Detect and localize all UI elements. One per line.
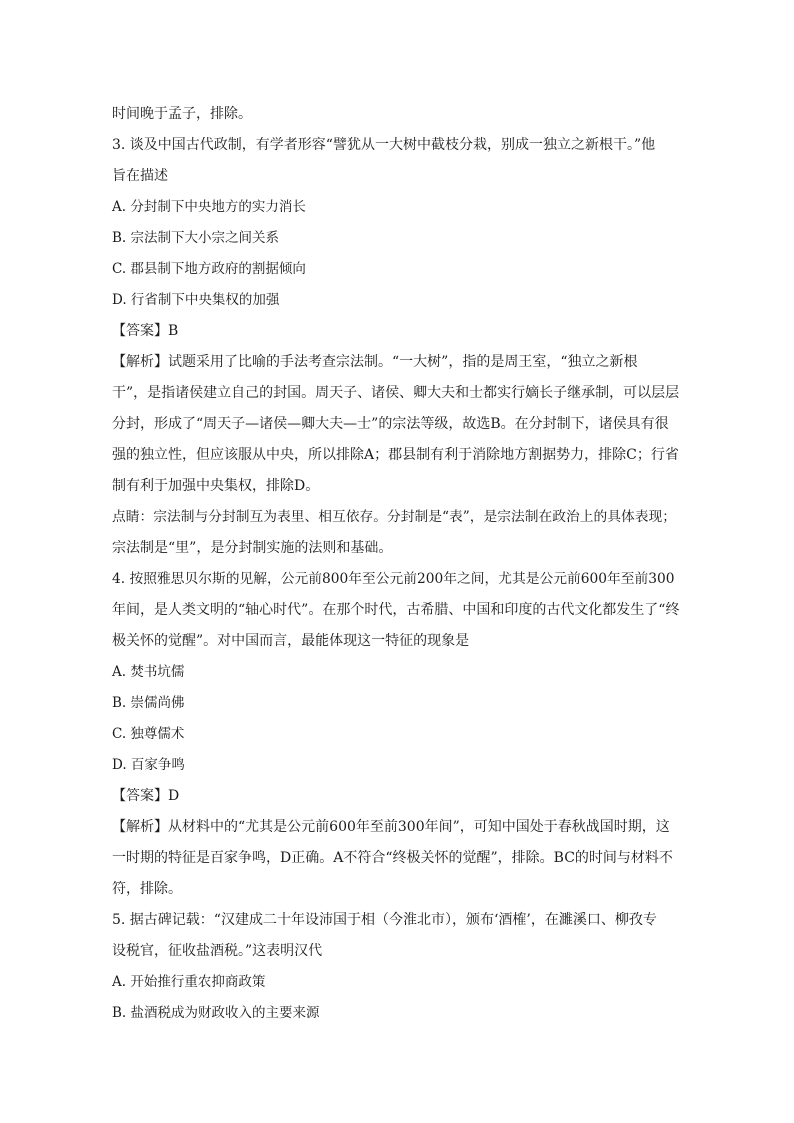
question-3-analysis: 【解析】试题采用了比喻的手法考查宗法制。“一大树”，指的是周王室，“独立之新根 (112, 354, 638, 370)
text-line: 时间晚于孟子，排除。 (112, 106, 252, 122)
question-4-option-a: A. 焚书坑儒 (112, 664, 185, 680)
question-3-option-c: C. 郡县制下地方政府的割据倾向 (112, 261, 306, 277)
question-4-stem-cont: 极关怀的觉醒”。对中国而言，最能体现这一特征的现象是 (112, 633, 470, 649)
question-3-stem-cont: 旨在描述 (112, 168, 168, 184)
question-3-analysis-cont: 分封，形成了“周天子—诸侯—卿大夫—士”的宗法等级，故选B。在分封制下，诸侯具有很 (112, 416, 669, 432)
question-5-option-a: A. 开始推行重农抑商政策 (112, 974, 266, 990)
question-4-stem-cont: 年间，是人类文明的“轴心时代”。在那个时代，古希腊、中国和印度的古代文化都发生了“终 (112, 602, 680, 618)
question-4-analysis-cont: 一时期的特征是百家争鸣，D正确。A不符合“终极关怀的觉醒”，排除。BC的时间与材料不 (112, 850, 673, 866)
question-4-option-c: C. 独尊儒术 (112, 726, 185, 742)
question-3-note-cont: 宗法制是“里”，是分封制实施的法则和基础。 (112, 540, 393, 556)
question-3-stem: 3. 谈及中国古代政制，有学者形容“譬犹从一大树中截枝分栽，别成一独立之新根干。”他 (112, 137, 656, 153)
question-4-stem: 4. 按照雅思贝尔斯的见解，公元前800年至公元前200年之间，尤其是公元前600年至前300 (112, 571, 675, 587)
question-3-answer: 【答案】B (112, 323, 179, 339)
question-3-analysis-cont: 强的独立性，但应该服从中央，所以排除A；郡县制有利于消除地方割据势力，排除C；行省 (112, 447, 679, 463)
question-3-option-a: A. 分封制下中央地方的实力消长 (112, 199, 306, 215)
question-4-analysis-cont: 符，排除。 (112, 881, 182, 897)
question-3-analysis-cont: 干”，是指诸侯建立自己的封国。周天子、诸侯、卿大夫和士都实行嫡长子继承制，可以层层 (112, 385, 680, 401)
question-3-note: 点睛：宗法制与分封制互为表里、相互依存。分封制是“表”，是宗法制在政治上的具体表现； (112, 509, 677, 525)
question-5-stem-cont: 设税官，征收盐酒税。”这表明汉代 (112, 943, 323, 959)
question-5-option-b: B. 盐酒税成为财政收入的主要来源 (112, 1005, 320, 1021)
question-4-option-b: B. 崇儒尚佛 (112, 695, 185, 711)
question-5-stem: 5. 据古碑记载：“汉建成二十年设沛国于相（今淮北市），颁布‘酒榷’，在濉溪口、柳孜专 (112, 912, 657, 928)
question-4-analysis: 【解析】从材料中的“尤其是公元前600年至前300年间”，可知中国处于春秋战国时期，这 (112, 819, 670, 835)
question-4-answer: 【答案】D (112, 788, 180, 804)
question-3-option-b: B. 宗法制下大小宗之间关系 (112, 230, 280, 246)
question-3-option-d: D. 行省制下中央集权的加强 (112, 292, 280, 308)
question-3-analysis-cont: 制有利于加强中央集权，排除D。 (112, 478, 320, 494)
question-4-option-d: D. 百家争鸣 (112, 757, 185, 773)
